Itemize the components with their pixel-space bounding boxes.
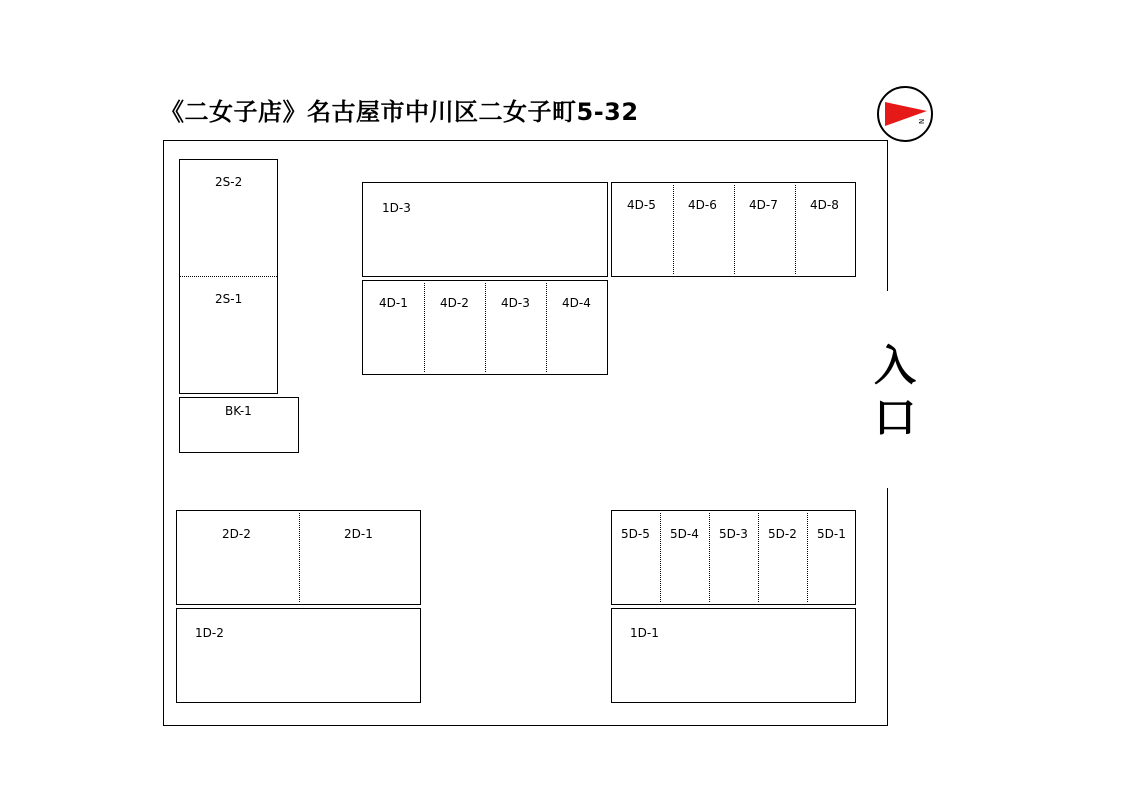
space-2s-2[interactable]: 2S-2 (215, 175, 243, 189)
space-5d-4[interactable]: 5D-4 (670, 527, 699, 541)
entrance-char-2: 口 (873, 393, 916, 442)
space-4d-3[interactable]: 4D-3 (501, 296, 530, 310)
space-4d-8[interactable]: 4D-8 (810, 198, 839, 212)
space-2s-1[interactable]: 2S-1 (215, 292, 243, 306)
space-4d-7[interactable]: 4D-7 (749, 198, 778, 212)
space-4d-1[interactable]: 4D-1 (379, 296, 408, 310)
space-bk-1-box (179, 397, 299, 453)
space-block-4d-upper (611, 182, 856, 277)
space-4d-6[interactable]: 4D-6 (688, 198, 717, 212)
space-4d-5[interactable]: 4D-5 (627, 198, 656, 212)
space-1d-1[interactable]: 1D-1 (630, 626, 659, 640)
space-5d-5[interactable]: 5D-5 (621, 527, 650, 541)
space-1d-3[interactable]: 1D-3 (382, 201, 411, 215)
page-title: 《二女子店》名古屋市中川区二女子町5-32 (160, 98, 639, 126)
space-4d-4[interactable]: 4D-4 (562, 296, 591, 310)
space-2d-1[interactable]: 2D-1 (344, 527, 373, 541)
space-1d-2[interactable]: 1D-2 (195, 626, 224, 640)
entrance-char-1: 入 (873, 341, 916, 390)
space-block-5d (611, 510, 856, 605)
space-block-4d-lower (362, 280, 608, 375)
space-4d-2[interactable]: 4D-2 (440, 296, 469, 310)
space-5d-1[interactable]: 5D-1 (817, 527, 846, 541)
space-1d-3-box (362, 182, 608, 277)
space-5d-2[interactable]: 5D-2 (768, 527, 797, 541)
space-5d-3[interactable]: 5D-3 (719, 527, 748, 541)
space-1d-2-box (176, 608, 421, 703)
space-bk-1[interactable]: BK-1 (225, 404, 252, 418)
north-arrow-icon (877, 86, 933, 142)
space-block-2d (176, 510, 421, 605)
space-2d-2[interactable]: 2D-2 (222, 527, 251, 541)
svg-text:N: N (918, 118, 926, 124)
entrance-label (870, 340, 920, 444)
space-1d-1-box (611, 608, 856, 703)
space-block-2s (179, 159, 278, 394)
